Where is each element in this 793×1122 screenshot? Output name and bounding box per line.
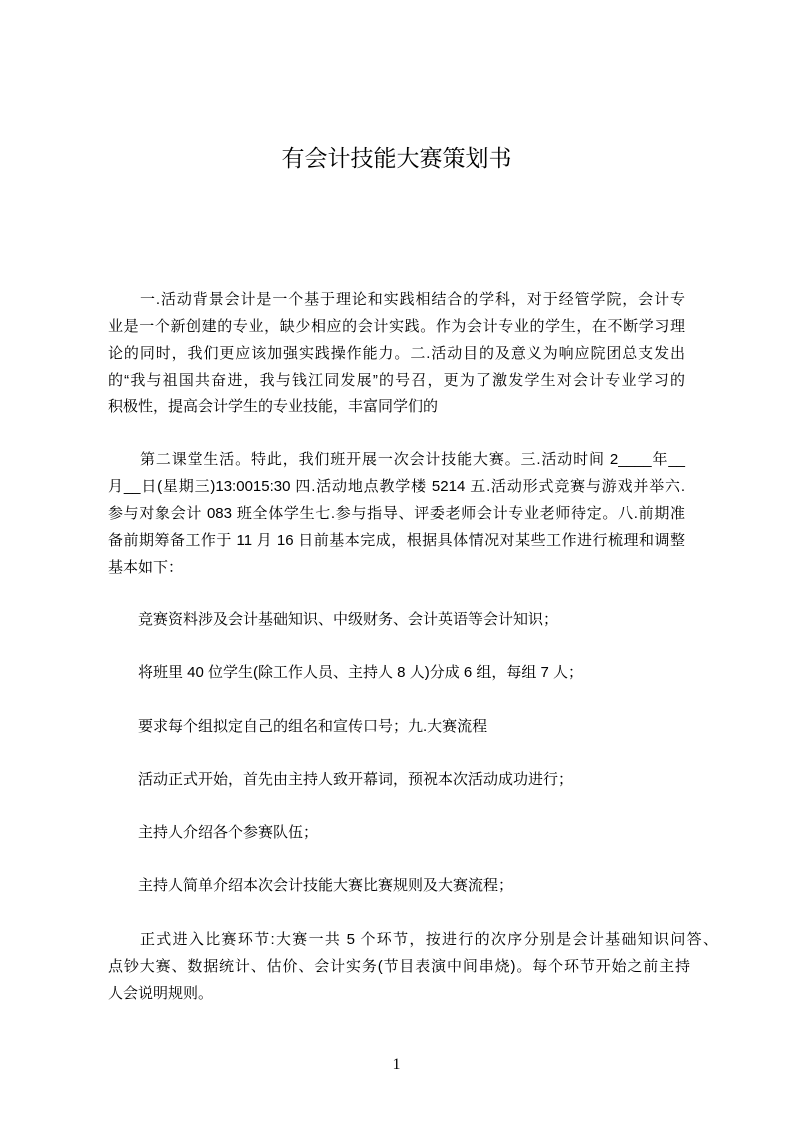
paragraph-line: 的“我与祖国共奋进，我与钱江同发展”的号召，更为了激发学生对会计专业学习的 [108,372,685,389]
list-item: 竞赛资料涉及会计基础知识、中级财务、会计英语等会计知识； [138,611,559,628]
paragraph-line: 基本如下： [108,559,184,576]
paragraph-line: 点钞大赛、数据统计、估价、会计实务(节目表演中间串烧)。每个环节开始之前主持 [108,958,690,975]
paragraph-line: 备前期筹备工作于 11 月 16 日前基本完成，根据具体情况对某些工作进行梳理和调整 [108,532,685,549]
paragraph-line: 第二课堂生活。特此，我们班开展一次会计技能大赛。三.活动时间 2____年__ [140,451,685,468]
page-number: 1 [392,1056,401,1073]
paragraph-line: 人会说明规则。 [108,985,214,1002]
list-item: 要求每个组拟定自己的组名和宣传口号；九.大赛流程 [138,718,488,735]
paragraph-line: 月__日(星期三)13:0015:30 四.活动地点教学楼 5214 五.活动形式竞赛与游戏并举六. [108,478,685,495]
paragraph-line: 一.活动背景会计是一个基于理论和实践相结合的学科，对于经管学院，会计专 [140,291,685,308]
paragraph-line: 论的同时，我们更应该加强实践操作能力。二.活动目的及意义为响应院团总支发出 [108,345,685,362]
paragraph-line: 积极性，提高会计学生的专业技能，丰富同学们的 [108,398,439,415]
paragraph-line: 参与对象会计 083 班全体学生七.参与指导、评委老师会计专业老师待定。八.前期准 [108,505,685,522]
list-item: 主持人简单介绍本次会计技能大赛比赛规则及大赛流程； [138,877,514,894]
list-item: 将班里 40 位学生(除工作人员、主持人 8 人)分成 6 组，每组 7 人； [138,664,584,681]
list-item: 活动正式开始，首先由主持人致开幕词，预祝本次活动成功进行； [138,771,574,788]
paragraph-line: 业是一个新创建的专业，缺少相应的会计实践。作为会计专业的学生，在不断学习理 [108,318,685,335]
document-title: 有会计技能大赛策划书 [281,145,512,171]
paragraph-line: 正式进入比赛环节:大赛一共 5 个环节，按进行的次序分别是会计基础知识问答、 [140,931,718,948]
list-item: 主持人介绍各个参赛队伍； [138,824,319,841]
